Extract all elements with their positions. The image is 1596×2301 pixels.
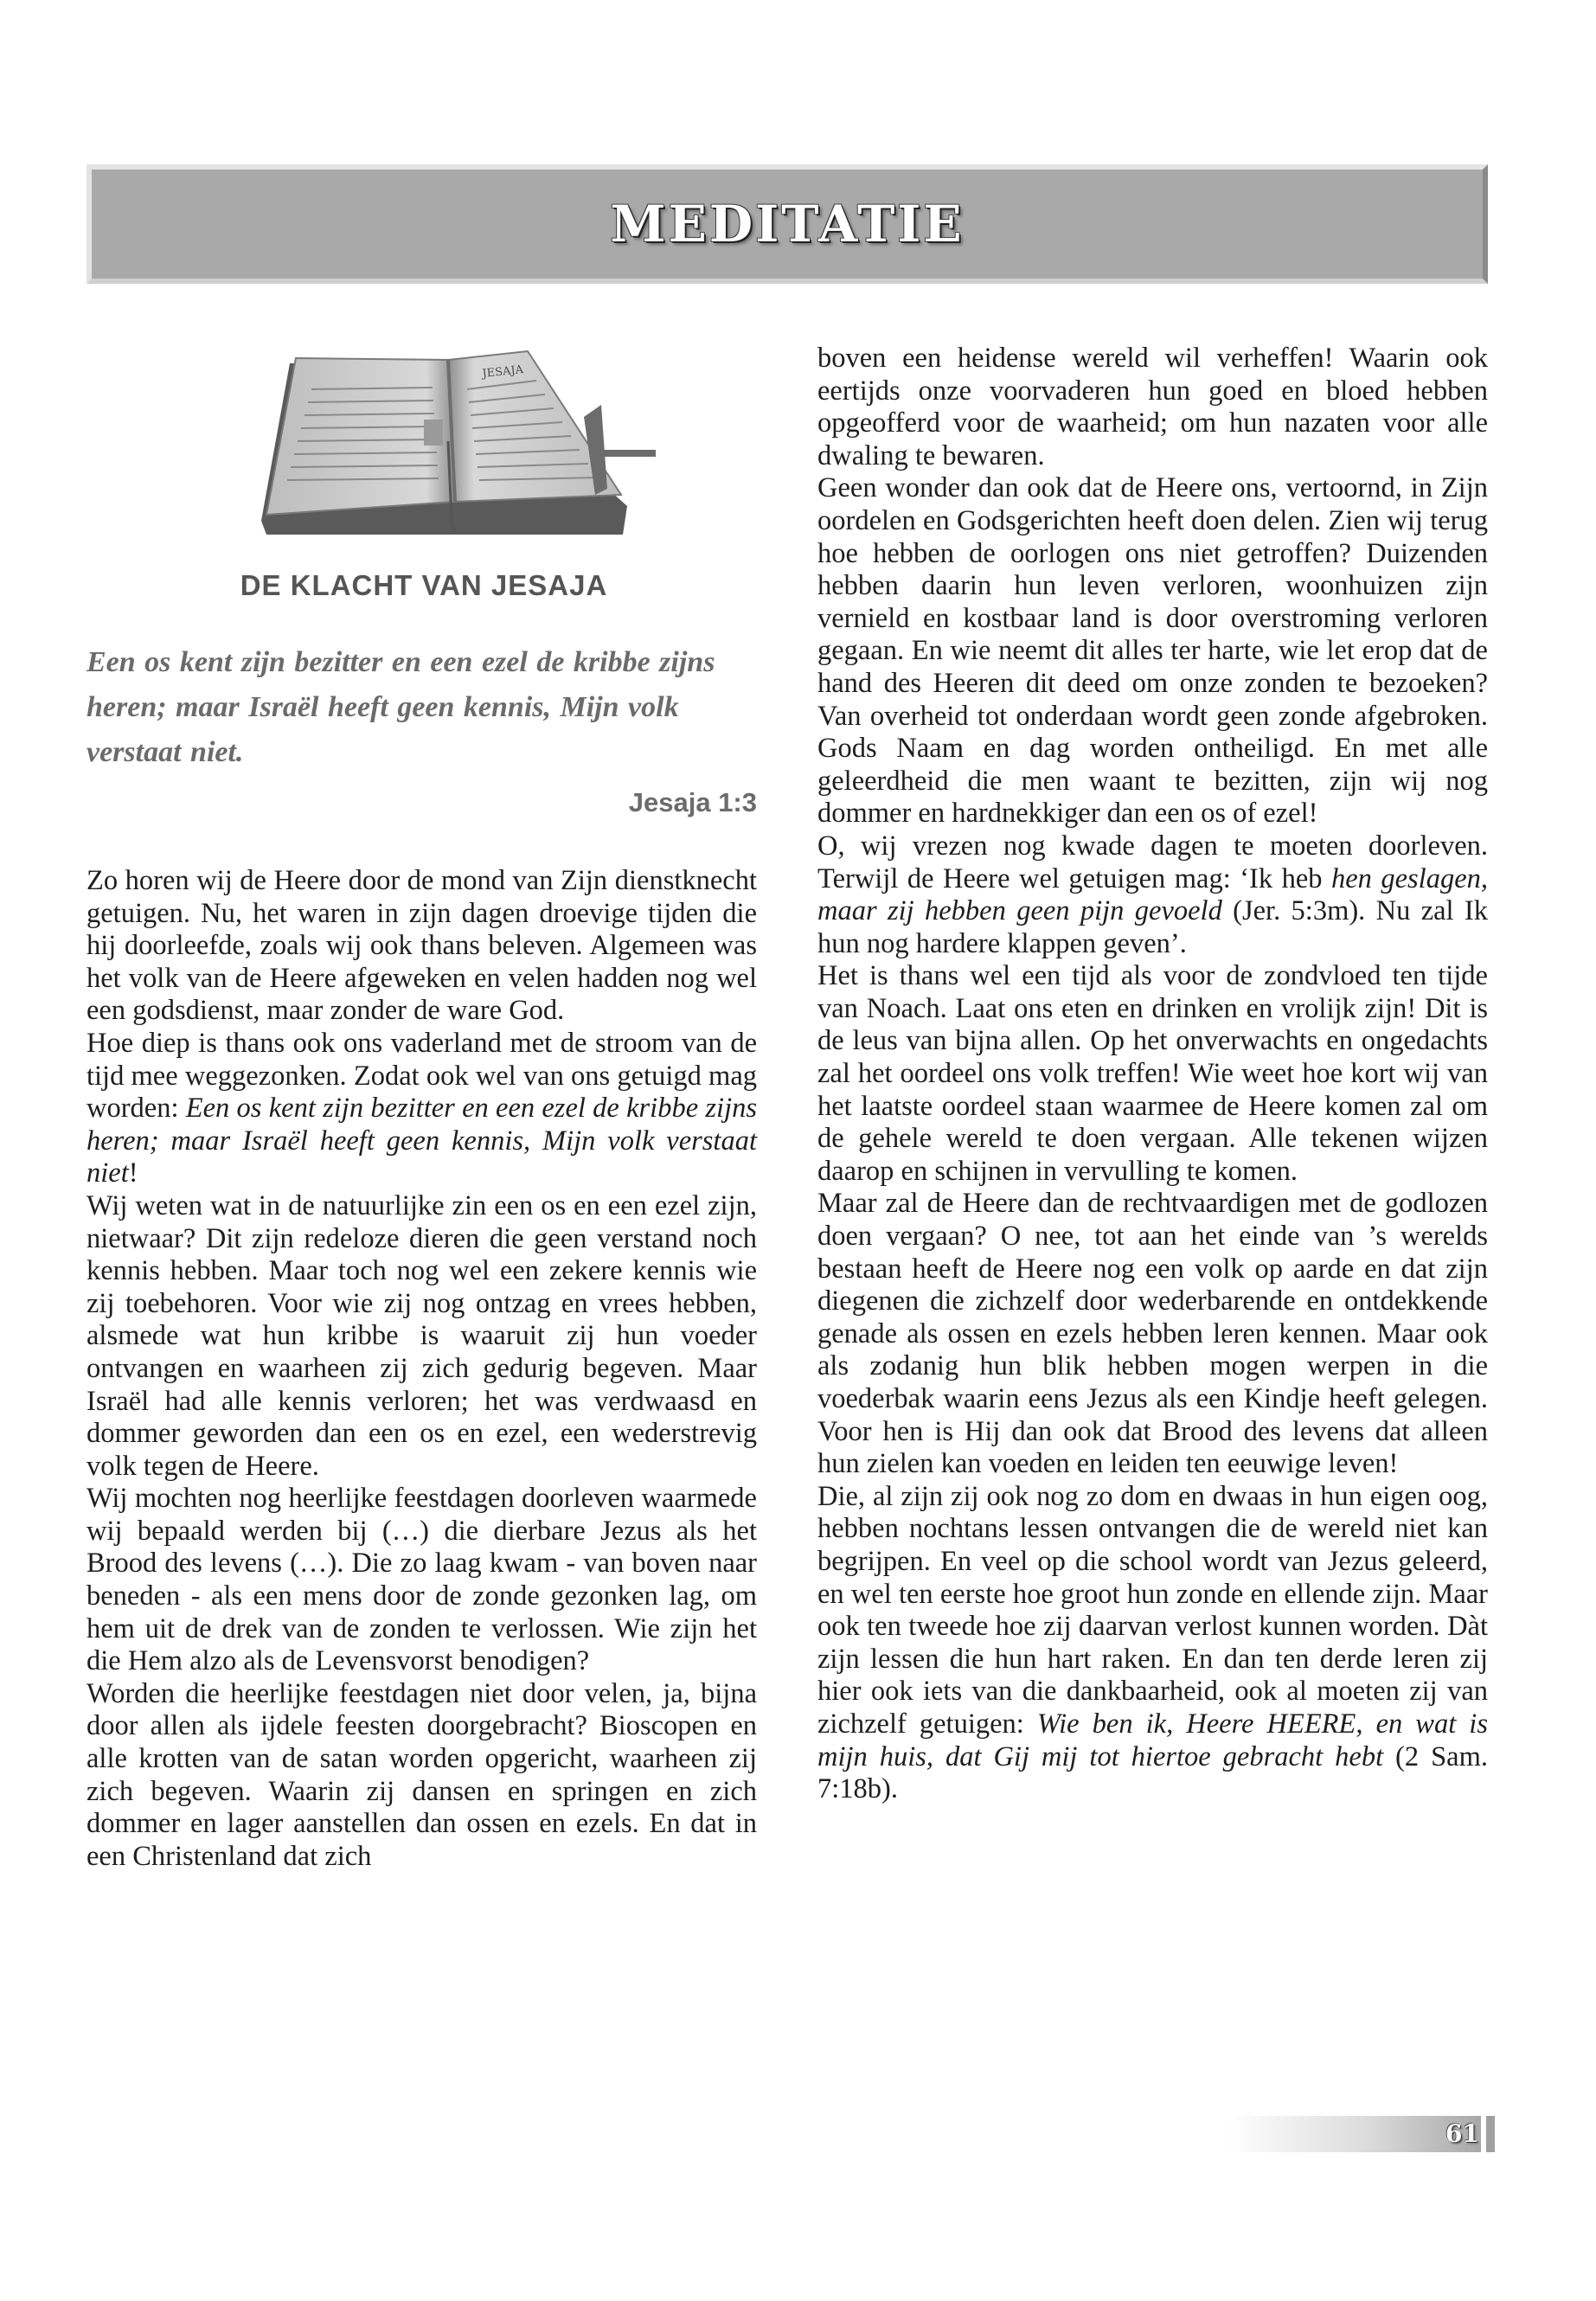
page-number: 61 (1445, 2119, 1479, 2148)
section-banner (87, 164, 1488, 284)
paragraph: Maar zal de Heere dan de rechtvaardigen met de godlozen doen vergaan? O nee, tot aan het einde van ’s werelds bestaan heeft de Heere nog een volk op aarde en dat zijn diegenen die zichzelf door wederbarende en ontdekkende genade als ossen en ezels hebben leren kennen. Maar ook als zodanig hun blik hebben mogen werpen in die voederbak waarin eens Jezus als een Kindje heeft gelegen. Voor hen is Hij dan ook dat Brood des levens dat alleen hun zielen kan voeden en leiden ten eeuwige leven! (817, 1188, 1488, 1480)
book-page-label: JESAJA (481, 363, 524, 381)
footer-bar-end (1486, 2116, 1495, 2152)
article-heading: DE KLACHT VAN JESAJA (240, 569, 608, 601)
article-column-left (87, 865, 757, 1873)
paragraph: Hoe diep is thans ook ons vaderland met de stroom van de tijd mee weggezonken. Zodat ook wel van ons getuigd mag worden: Een os kent zijn bezitter en een ezel de kribbe zijns heren; maar Israël heeft geen kennis, Mijn volk verstaat niet! (87, 1027, 757, 1189)
paragraph: Zo horen wij de Heere door de mond van Zijn dienstknecht getuigen. Nu, het waren in zijn dagen droevige tijden die hij doorleefde, zoals wij ook thans beleven. Algemeen was het volk van de Heere afgeweken en velen hadden nog wel een godsdienst, maar zonder de ware God. (87, 865, 757, 1027)
paragraph: Wij mochten nog heerlijke feestdagen doorleven waarmede wij bepaald werden bij (…) die dierbare Jezus als het Brood des levens (…). Die zo laag kwam - van boven naar beneden - als een mens door de zonde gezonken lag, om hem uit de drek van de zonden te verlossen. Wie zijn het die Hem alzo als de Levensvorst benodigen? (87, 1483, 757, 1677)
scripture-reference: Jesaja 1:3 (628, 787, 757, 817)
paragraph: O, wij vrezen nog kwade dagen te moeten doorleven. Terwijl de Heere wel getuigen mag: ‘Ik heb hen geslagen, maar zij hebben geen pijn gevoeld (Jer. 5:3m). Nu zal Ik hun nog hardere klappen geven’. (817, 830, 1488, 959)
article-column-right (817, 343, 1488, 1806)
paragraph: Die, al zijn zij ook nog zo dom en dwaas in hun eigen oog, hebben nochtans lessen ontvangen die de wereld niet kan begrijpen. En veel op die school wordt van Jezus geleerd, en wel ten eerste hoe groot hun zonde en ellende zijn. Maar ook ten tweede hoe zij daarvan verlost kunnen worden. Dàt zijn lessen die hun hart raken. En dan ten derde leren zij hier ook iets van die dankbaarheid, ook al moeten zij van zichzelf getuigen: Wie ben ik, Heere HEERE, en wat is mijn huis, dat Gij mij tot hiertoe gebracht hebt (2 Sam. 7:18b). (817, 1480, 1488, 1805)
paragraph: Het is thans wel een tijd als voor de zondvloed ten tijde van Noach. Laat ons eten en drinken en vrolijk zijn! Dit is de leus van bijna allen. Op het onverwachts en ongedachts zal het oordeel ons volk treffen! Wie weet hoe kort wij van het laatste oordeel staan waarmee de Heere komen zal om de gehele wereld te doen vergaan. Alle tekenen wijzen daarop en schijnen in vervulling te komen. (817, 960, 1488, 1187)
paragraph: Wij weten wat in de natuurlijke zin een os en een ezel zijn, nietwaar? Dit zijn redeloze dieren die geen verstand noch kennis hebben. Maar toch nog wel een zekere kennis wie zij toebehoren. Voor wie zij nog ontzag en vrees hebben, alsmede wat hun kribbe is waaruit zij hun voeder ontvangen en waarheen zij zich gedurig begeven. Maar Israël had alle kennis verloren; het was verdwaasd en dommer geworden dan een os en ezel, een wederstrevig volk tegen de Heere. (87, 1189, 757, 1482)
paragraph: Worden die heerlijke feestdagen niet door velen, ja, bijna door allen als ijdele feesten doorgebracht? Bioscopen en alle krotten van de satan worden opgericht, waarheen zij zich begeven. Waarin zij dansen en springen en zich dommer en lager aanstellen dan ossen en ezels. En dat in een Christenland dat zich (87, 1677, 757, 1872)
paragraph: boven een heidense wereld wil verheffen! Waarin ook eertijds onze voorvaderen hun goed en bloed hebben opgeofferd voor de waarheid; om hun nazaten voor alle dwaling te bewaren. (817, 343, 1488, 471)
section-title: MEDITATIE (610, 195, 965, 253)
paragraph: Geen wonder dan ook dat de Heere ons, vertoornd, in Zijn oordelen en Godsgerichten heeft doen delen. Zien wij terug hoe hebben de oorlogen ons niet getroffen? Duizenden hebben daarin hun leven verloren, woonhuizen zijn vernield en kostbaar land is door overstroming verloren gegaan. En wie neemt dit alles ter harte, wie let erop dat de hand des Heeren dit deed om onze zonden te bezoeken? Van overheid tot onderdaan wordt geen zonde afgebroken. Gods Naam en dag worden ontheiligd. En met alle geleerdheid die men waant te bezitten, zijn wij nog dommer en hardnekkiger dan een os of ezel! (817, 472, 1488, 830)
open-bible-image (251, 337, 666, 536)
scripture-quote: Een os kent zijn bezitter en een ezel de kribbe zijns heren; maar Israël heeft geen kennis, Mijn volk verstaat niet. (87, 646, 715, 768)
